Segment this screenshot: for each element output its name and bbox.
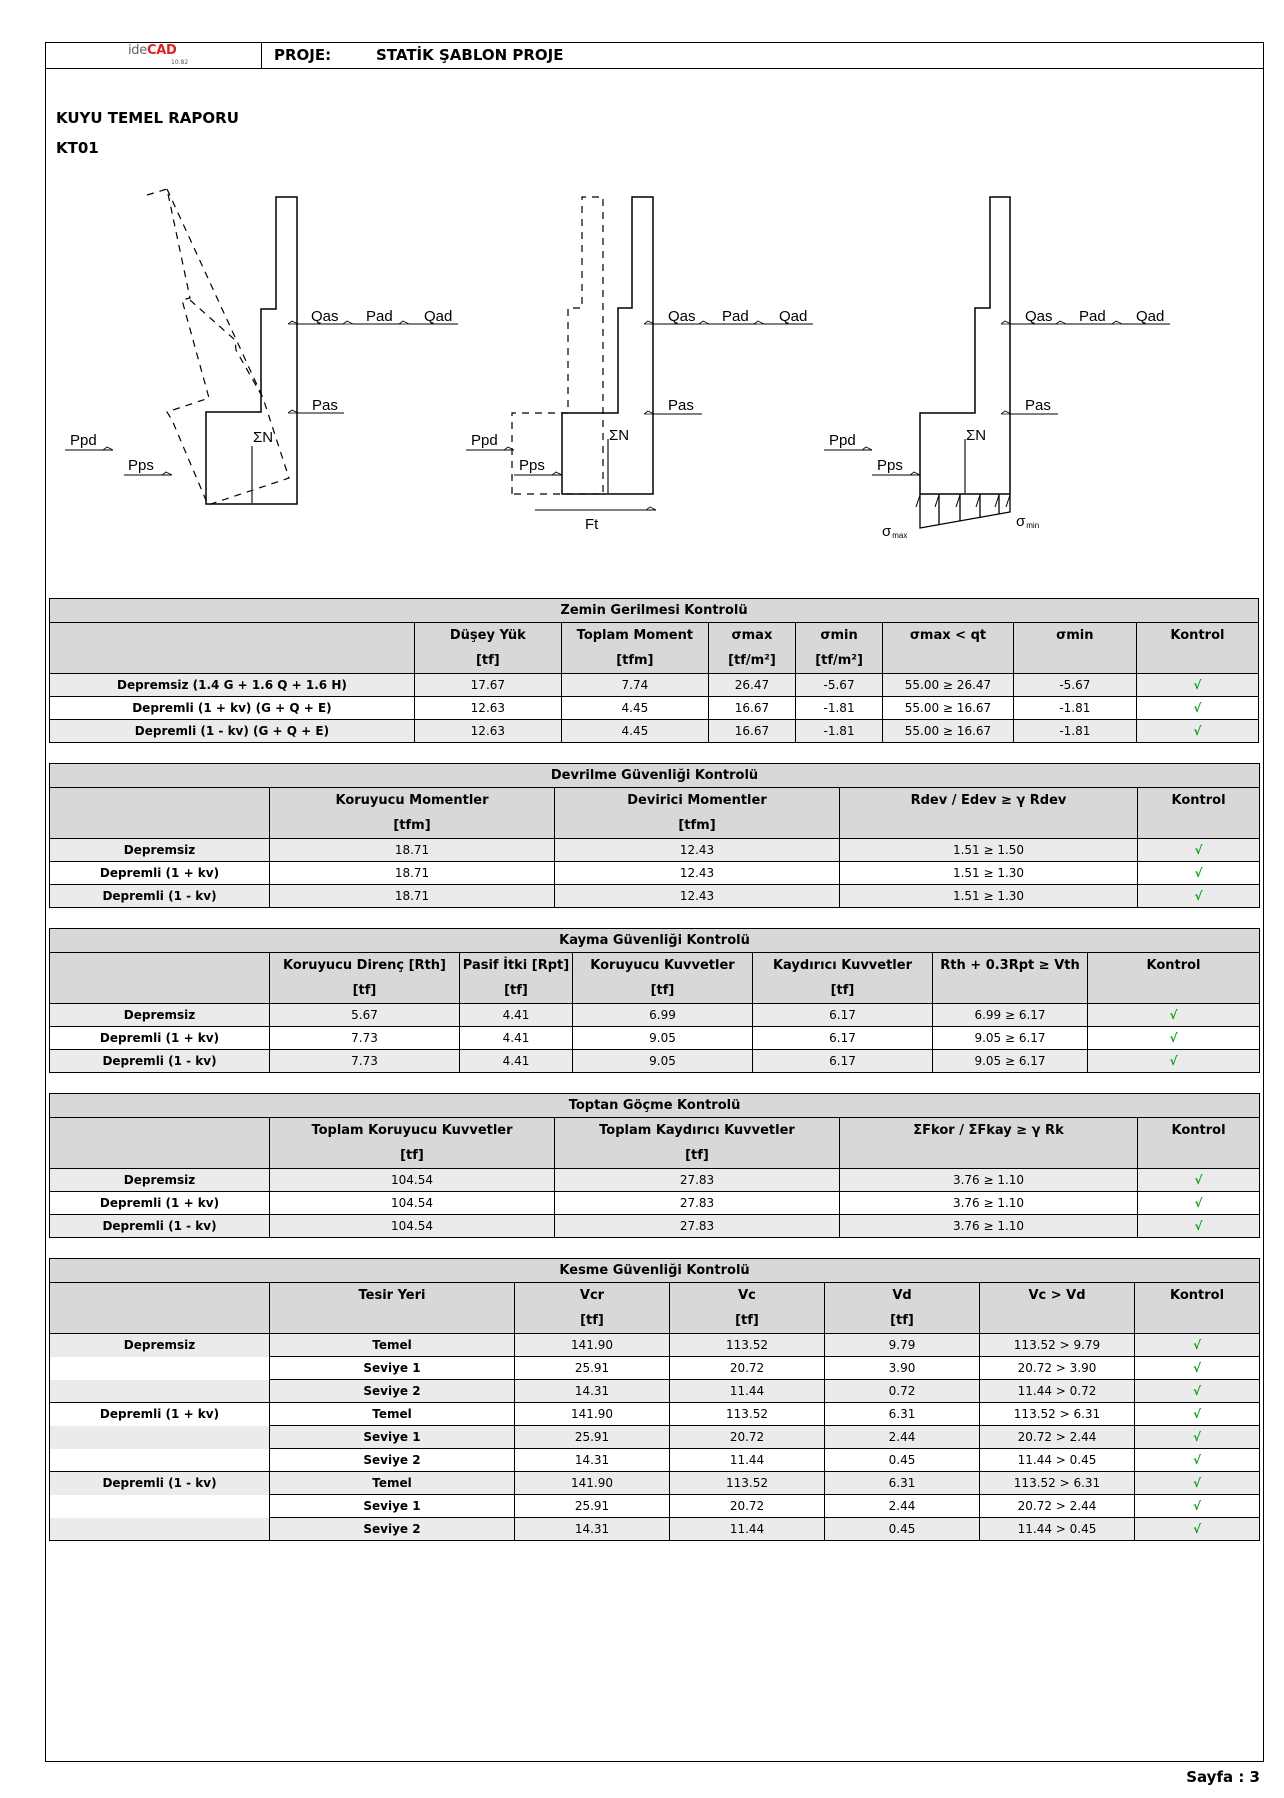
column-header bbox=[840, 788, 1138, 839]
table-cell: 9.79 bbox=[825, 1334, 980, 1357]
column-header-name: Düşey Yük bbox=[449, 628, 526, 643]
table-row bbox=[50, 1495, 1260, 1518]
table-row bbox=[50, 1334, 1260, 1357]
pps-label: Pps bbox=[519, 457, 545, 474]
table-cell: 3.76 ≥ 1.10 bbox=[840, 1215, 1138, 1238]
table-cell: 113.52 > 9.79 bbox=[980, 1334, 1135, 1357]
table-cell: 113.52 > 6.31 bbox=[980, 1403, 1135, 1426]
table-cell: 3.76 ≥ 1.10 bbox=[840, 1169, 1138, 1192]
table-cell: 0.45 bbox=[825, 1518, 980, 1541]
table-title: Toptan Göçme Kontrolü bbox=[50, 1094, 1260, 1118]
table-row bbox=[50, 674, 1259, 697]
table-cell: 6.99 ≥ 6.17 bbox=[933, 1004, 1088, 1027]
table-cell: 14.31 bbox=[515, 1380, 670, 1403]
qas-label: Qas bbox=[311, 308, 339, 325]
table-cell: 3.90 bbox=[825, 1357, 980, 1380]
table-cell: 55.00 ≥ 16.67 bbox=[883, 720, 1014, 743]
logo-text-light: ide bbox=[128, 43, 147, 58]
column-header bbox=[270, 788, 555, 839]
table-cell: 2.44 bbox=[825, 1426, 980, 1449]
table-cell: 0.72 bbox=[825, 1380, 980, 1403]
column-header bbox=[270, 1283, 515, 1334]
pad-label: Pad bbox=[722, 308, 749, 325]
column-header bbox=[708, 623, 795, 674]
column-header-unit: [tfm] bbox=[678, 818, 716, 833]
column-header-name: Devirici Momentler bbox=[627, 793, 767, 808]
column-header-name: Kontrol bbox=[1170, 628, 1225, 643]
table-cell: 7.73 bbox=[270, 1027, 460, 1050]
check-mark-icon: √ bbox=[1135, 1518, 1260, 1541]
table-cell: 6.17 bbox=[753, 1050, 933, 1073]
column-header-name: ΣFkor / ΣFkay ≥ γ Rk bbox=[913, 1123, 1064, 1138]
table-cell: 17.67 bbox=[414, 674, 561, 697]
column-header-name: Vcr bbox=[579, 1288, 605, 1303]
report-code: KT01 bbox=[56, 139, 99, 157]
column-header bbox=[573, 953, 753, 1004]
row-label bbox=[50, 1449, 270, 1472]
table-cell: 1.51 ≥ 1.50 bbox=[840, 839, 1138, 862]
column-header bbox=[50, 623, 415, 674]
tesir-yeri-cell: Temel bbox=[270, 1472, 515, 1495]
column-header bbox=[1088, 953, 1260, 1004]
column-header-unit: [tf] bbox=[475, 653, 500, 668]
row-label: Depremsiz bbox=[50, 839, 270, 862]
qad-label: Qad bbox=[1136, 308, 1165, 325]
column-header-name: Toplam Koruyucu Kuvvetler bbox=[311, 1123, 513, 1138]
sum-n-label: ΣN bbox=[609, 427, 630, 444]
row-label: Depremli (1 + kv) bbox=[50, 1403, 270, 1426]
table-cell: 18.71 bbox=[270, 839, 555, 862]
table-cell: 1.51 ≥ 1.30 bbox=[840, 885, 1138, 908]
table-cell: 4.41 bbox=[460, 1004, 573, 1027]
pps-label: Pps bbox=[128, 457, 154, 474]
table-cell: 11.44 bbox=[670, 1380, 825, 1403]
ft-label: Ft bbox=[585, 516, 599, 533]
row-label bbox=[50, 1495, 270, 1518]
column-header bbox=[50, 953, 270, 1004]
column-header-unit: [tfm] bbox=[393, 818, 431, 833]
check-mark-icon: √ bbox=[1088, 1027, 1260, 1050]
column-header bbox=[50, 1283, 270, 1334]
row-label bbox=[50, 1380, 270, 1403]
table-row bbox=[50, 1518, 1260, 1541]
table-title: Devrilme Güvenliği Kontrolü bbox=[50, 764, 1260, 788]
table-cell: -1.81 bbox=[796, 720, 883, 743]
table-row bbox=[50, 1215, 1260, 1238]
check-mark-icon: √ bbox=[1135, 1334, 1260, 1357]
table-cell: 9.05 bbox=[573, 1027, 753, 1050]
qas-label: Qas bbox=[668, 308, 696, 325]
table-cell: 20.72 bbox=[670, 1426, 825, 1449]
kesme-guvenligi-table bbox=[49, 1258, 1260, 1541]
table-row bbox=[50, 1004, 1260, 1027]
table-cell: 6.31 bbox=[825, 1472, 980, 1495]
row-label bbox=[50, 1426, 270, 1449]
table-cell: 12.63 bbox=[414, 720, 561, 743]
sigma-max-symbol: σ bbox=[882, 523, 892, 540]
column-header-name: Vd bbox=[892, 1288, 912, 1303]
pad-label: Pad bbox=[366, 308, 393, 325]
column-header-name: Toplam Kaydırıcı Kuvvetler bbox=[599, 1123, 795, 1138]
table-cell: -1.81 bbox=[796, 697, 883, 720]
table-cell: 0.45 bbox=[825, 1449, 980, 1472]
column-header-name: Rdev / Edev ≥ γ Rdev bbox=[910, 793, 1067, 808]
check-mark-icon: √ bbox=[1135, 1403, 1260, 1426]
sigma-max-label bbox=[882, 523, 907, 540]
column-header-unit: [tf/m²] bbox=[728, 653, 776, 668]
table-cell: 6.31 bbox=[825, 1403, 980, 1426]
column-header-unit: [tf] bbox=[400, 1148, 424, 1163]
row-label bbox=[50, 1357, 270, 1380]
table-cell: 113.52 bbox=[670, 1334, 825, 1357]
table-cell: 16.67 bbox=[708, 697, 795, 720]
column-header-unit: [tf] bbox=[685, 1148, 709, 1163]
table-cell: -1.81 bbox=[1013, 697, 1136, 720]
table-cell: 11.44 > 0.45 bbox=[980, 1518, 1135, 1541]
table-cell: 113.52 > 6.31 bbox=[980, 1472, 1135, 1495]
column-header bbox=[753, 953, 933, 1004]
column-header-unit: [tf] bbox=[352, 983, 377, 998]
table-cell: 26.47 bbox=[708, 674, 795, 697]
row-label: Depremsiz bbox=[50, 1334, 270, 1357]
table-row bbox=[50, 1192, 1260, 1215]
table-cell: 18.71 bbox=[270, 862, 555, 885]
tesir-yeri-cell: Seviye 1 bbox=[270, 1357, 515, 1380]
column-header-unit: [tf] bbox=[830, 983, 855, 998]
table-cell: 20.72 > 3.90 bbox=[980, 1357, 1135, 1380]
check-mark-icon: √ bbox=[1138, 1169, 1260, 1192]
ppd-label: Ppd bbox=[829, 432, 856, 449]
check-mark-icon: √ bbox=[1135, 1380, 1260, 1403]
column-header-name: Vc > Vd bbox=[1028, 1288, 1086, 1303]
table-cell: 12.43 bbox=[555, 885, 840, 908]
table-cell: 104.54 bbox=[270, 1215, 555, 1238]
column-header-name: Tesir Yeri bbox=[358, 1288, 426, 1303]
column-header bbox=[933, 953, 1088, 1004]
logo-text-bold: CAD bbox=[146, 43, 177, 58]
toptan-gocme-table bbox=[49, 1093, 1260, 1238]
column-header bbox=[270, 953, 460, 1004]
table-cell: 25.91 bbox=[515, 1357, 670, 1380]
table-title: Kesme Güvenliği Kontrolü bbox=[50, 1259, 1260, 1283]
table-cell: 12.63 bbox=[414, 697, 561, 720]
row-label: Depremsiz bbox=[50, 1169, 270, 1192]
pas-label: Pas bbox=[1025, 397, 1051, 414]
table-row bbox=[50, 1169, 1260, 1192]
ppd-label: Ppd bbox=[471, 432, 498, 449]
check-mark-icon: √ bbox=[1138, 1192, 1260, 1215]
table-cell: 4.41 bbox=[460, 1027, 573, 1050]
row-label: Depremli (1 - kv) (G + Q + E) bbox=[50, 720, 415, 743]
qas-label: Qas bbox=[1025, 308, 1053, 325]
column-header bbox=[1138, 788, 1260, 839]
pps-label: Pps bbox=[877, 457, 903, 474]
column-header bbox=[414, 623, 561, 674]
table-cell: 141.90 bbox=[515, 1472, 670, 1495]
column-header bbox=[883, 623, 1014, 674]
rotated-pile-inner bbox=[167, 189, 263, 398]
sigma-min-subscript: min bbox=[1026, 521, 1040, 530]
table-cell: 20.72 > 2.44 bbox=[980, 1426, 1135, 1449]
column-header-name: Kontrol bbox=[1146, 958, 1201, 973]
sigma-min-symbol: σ bbox=[1016, 513, 1026, 530]
table-title: Zemin Gerilmesi Kontrolü bbox=[50, 599, 1259, 623]
column-header-name: σmin bbox=[1056, 628, 1094, 643]
column-header bbox=[1013, 623, 1136, 674]
table-cell: 2.44 bbox=[825, 1495, 980, 1518]
page-number: Sayfa : 3 bbox=[1186, 1768, 1260, 1786]
column-header bbox=[1135, 1283, 1260, 1334]
column-header-name: σmax < qt bbox=[909, 628, 987, 643]
displaced-pile-outline bbox=[512, 197, 603, 494]
report-title: KUYU TEMEL RAPORU bbox=[56, 109, 239, 127]
table-cell: 113.52 bbox=[670, 1472, 825, 1495]
column-header bbox=[1136, 623, 1258, 674]
row-label: Depremli (1 - kv) bbox=[50, 1050, 270, 1073]
table-row bbox=[50, 1426, 1260, 1449]
table-title: Kayma Güvenliği Kontrolü bbox=[50, 929, 1260, 953]
table-row bbox=[50, 839, 1260, 862]
column-header-name: Koruyucu Direnç [Rth] bbox=[283, 958, 446, 973]
column-header-name: Koruyucu Kuvvetler bbox=[590, 958, 735, 973]
check-mark-icon: √ bbox=[1138, 1215, 1260, 1238]
table-cell: 1.51 ≥ 1.30 bbox=[840, 862, 1138, 885]
qad-label: Qad bbox=[424, 308, 453, 325]
diagram-soil-stress bbox=[824, 197, 1170, 540]
check-mark-icon: √ bbox=[1088, 1004, 1260, 1027]
table-cell: 27.83 bbox=[555, 1169, 840, 1192]
tesir-yeri-cell: Temel bbox=[270, 1403, 515, 1426]
column-header-unit: [tf] bbox=[504, 983, 528, 998]
column-header bbox=[670, 1283, 825, 1334]
column-header-name: Kontrol bbox=[1171, 1123, 1226, 1138]
check-mark-icon: √ bbox=[1135, 1426, 1260, 1449]
check-mark-icon: √ bbox=[1135, 1495, 1260, 1518]
column-header bbox=[825, 1283, 980, 1334]
table-cell: 104.54 bbox=[270, 1192, 555, 1215]
table-cell: 4.45 bbox=[561, 697, 708, 720]
logo-version: 10.82 bbox=[171, 59, 189, 66]
column-header-unit: [tf] bbox=[890, 1313, 914, 1328]
tesir-yeri-cell: Seviye 2 bbox=[270, 1518, 515, 1541]
table-row bbox=[50, 1472, 1260, 1495]
table-row bbox=[50, 1050, 1260, 1073]
column-header bbox=[50, 1118, 270, 1169]
column-header bbox=[555, 1118, 840, 1169]
table-cell: 11.44 bbox=[670, 1518, 825, 1541]
table-cell: 25.91 bbox=[515, 1426, 670, 1449]
table-cell: 11.44 > 0.72 bbox=[980, 1380, 1135, 1403]
column-header-name: σmin bbox=[820, 628, 858, 643]
table-cell: 141.90 bbox=[515, 1334, 670, 1357]
diagram-overturning bbox=[65, 189, 458, 505]
table-cell: 18.71 bbox=[270, 885, 555, 908]
qad-label: Qad bbox=[779, 308, 808, 325]
project-label: PROJE: bbox=[274, 46, 332, 64]
table-cell: 7.74 bbox=[561, 674, 708, 697]
table-cell: 9.05 ≥ 6.17 bbox=[933, 1050, 1088, 1073]
column-header bbox=[555, 788, 840, 839]
table-cell: 6.17 bbox=[753, 1027, 933, 1050]
column-header bbox=[270, 1118, 555, 1169]
check-mark-icon: √ bbox=[1138, 839, 1260, 862]
row-label: Depremli (1 - kv) bbox=[50, 1472, 270, 1495]
row-label: Depremsiz (1.4 G + 1.6 Q + 1.6 H) bbox=[50, 674, 415, 697]
column-header-name: Vc bbox=[738, 1288, 756, 1303]
row-label: Depremli (1 + kv) bbox=[50, 862, 270, 885]
table-cell: 6.99 bbox=[573, 1004, 753, 1027]
column-header-name: Toplam Moment bbox=[576, 628, 694, 643]
column-header bbox=[1138, 1118, 1260, 1169]
row-label bbox=[50, 1518, 270, 1541]
tesir-yeri-cell: Seviye 1 bbox=[270, 1426, 515, 1449]
column-header bbox=[980, 1283, 1135, 1334]
check-mark-icon: √ bbox=[1088, 1050, 1260, 1073]
table-cell: 12.43 bbox=[555, 839, 840, 862]
column-header-name: Kontrol bbox=[1171, 793, 1226, 808]
table-cell: 16.67 bbox=[708, 720, 795, 743]
sigma-max-subscript: max bbox=[892, 531, 908, 540]
table-cell: 27.83 bbox=[555, 1215, 840, 1238]
table-row bbox=[50, 1449, 1260, 1472]
table-cell: 55.00 ≥ 26.47 bbox=[883, 674, 1014, 697]
project-name: STATİK ŞABLON PROJE bbox=[376, 46, 564, 64]
tesir-yeri-cell: Seviye 2 bbox=[270, 1449, 515, 1472]
column-header bbox=[460, 953, 573, 1004]
table-cell: 4.41 bbox=[460, 1050, 573, 1073]
table-row bbox=[50, 1380, 1260, 1403]
pad-label: Pad bbox=[1079, 308, 1106, 325]
tesir-yeri-cell: Seviye 2 bbox=[270, 1380, 515, 1403]
pas-label: Pas bbox=[312, 397, 338, 414]
table-cell: 3.76 ≥ 1.10 bbox=[840, 1192, 1138, 1215]
table-cell: 20.72 bbox=[670, 1357, 825, 1380]
rotated-pile-outline bbox=[147, 189, 289, 505]
column-header-name: Koruyucu Momentler bbox=[335, 793, 489, 808]
check-mark-icon: √ bbox=[1136, 697, 1258, 720]
table-row bbox=[50, 885, 1260, 908]
table-cell: 4.45 bbox=[561, 720, 708, 743]
table-cell: 27.83 bbox=[555, 1192, 840, 1215]
column-header-unit: [tfm] bbox=[616, 653, 654, 668]
table-cell: -5.67 bbox=[1013, 674, 1136, 697]
table-cell: 25.91 bbox=[515, 1495, 670, 1518]
table-cell: 12.43 bbox=[555, 862, 840, 885]
table-cell: 11.44 bbox=[670, 1449, 825, 1472]
table-cell: 141.90 bbox=[515, 1403, 670, 1426]
column-header-name: σmax bbox=[731, 628, 773, 643]
table-cell: 113.52 bbox=[670, 1403, 825, 1426]
column-header-unit: [tf] bbox=[580, 1313, 604, 1328]
column-header-unit: [tf] bbox=[650, 983, 675, 998]
row-label: Depremli (1 + kv) bbox=[50, 1192, 270, 1215]
stress-distribution bbox=[920, 494, 1010, 528]
sum-n-label: ΣN bbox=[253, 429, 274, 446]
sigma-min-label bbox=[1016, 513, 1039, 530]
column-header-unit: [tf/m²] bbox=[815, 653, 863, 668]
ppd-label: Ppd bbox=[70, 432, 97, 449]
column-header bbox=[50, 788, 270, 839]
table-row bbox=[50, 1027, 1260, 1050]
table-cell: -1.81 bbox=[1013, 720, 1136, 743]
tesir-yeri-cell: Seviye 1 bbox=[270, 1495, 515, 1518]
column-header-name: Kaydırıcı Kuvvetler bbox=[772, 958, 912, 973]
table-row bbox=[50, 720, 1259, 743]
table-row bbox=[50, 862, 1260, 885]
table-cell: 104.54 bbox=[270, 1169, 555, 1192]
column-header bbox=[515, 1283, 670, 1334]
table-row bbox=[50, 1403, 1260, 1426]
column-header-name: Pasif İtki [Rpt] bbox=[462, 958, 570, 973]
table-cell: -5.67 bbox=[796, 674, 883, 697]
row-label: Depremsiz bbox=[50, 1004, 270, 1027]
table-cell: 14.31 bbox=[515, 1518, 670, 1541]
table-cell: 55.00 ≥ 16.67 bbox=[883, 697, 1014, 720]
table-cell: 11.44 > 0.45 bbox=[980, 1449, 1135, 1472]
kayma-guvenligi-table bbox=[49, 928, 1260, 1073]
check-mark-icon: √ bbox=[1136, 720, 1258, 743]
table-cell: 20.72 bbox=[670, 1495, 825, 1518]
column-header-unit: [tf] bbox=[735, 1313, 759, 1328]
check-mark-icon: √ bbox=[1135, 1449, 1260, 1472]
check-mark-icon: √ bbox=[1135, 1472, 1260, 1495]
table-cell: 14.31 bbox=[515, 1449, 670, 1472]
row-label: Depremli (1 + kv) bbox=[50, 1027, 270, 1050]
column-header-name: Rth + 0.3Rpt ≥ Vth bbox=[940, 958, 1080, 973]
row-label: Depremli (1 + kv) (G + Q + E) bbox=[50, 697, 415, 720]
table-cell: 20.72 > 2.44 bbox=[980, 1495, 1135, 1518]
row-label: Depremli (1 - kv) bbox=[50, 1215, 270, 1238]
sum-n-label: ΣN bbox=[966, 427, 987, 444]
column-header bbox=[840, 1118, 1138, 1169]
table-cell: 9.05 bbox=[573, 1050, 753, 1073]
column-header bbox=[796, 623, 883, 674]
tesir-yeri-cell: Temel bbox=[270, 1334, 515, 1357]
check-mark-icon: √ bbox=[1136, 674, 1258, 697]
column-header-name: Kontrol bbox=[1170, 1288, 1225, 1303]
check-mark-icon: √ bbox=[1138, 862, 1260, 885]
table-row bbox=[50, 697, 1259, 720]
table-cell: 9.05 ≥ 6.17 bbox=[933, 1027, 1088, 1050]
devrilme-guvenligi-table bbox=[49, 763, 1260, 908]
table-cell: 6.17 bbox=[753, 1004, 933, 1027]
table-cell: 7.73 bbox=[270, 1050, 460, 1073]
check-mark-icon: √ bbox=[1138, 885, 1260, 908]
row-label: Depremli (1 - kv) bbox=[50, 885, 270, 908]
foundation-diagrams bbox=[0, 0, 1284, 570]
column-header bbox=[561, 623, 708, 674]
pas-label: Pas bbox=[668, 397, 694, 414]
diagram-sliding bbox=[466, 197, 813, 533]
table-row bbox=[50, 1357, 1260, 1380]
check-mark-icon: √ bbox=[1135, 1357, 1260, 1380]
table-cell: 5.67 bbox=[270, 1004, 460, 1027]
zemin-gerilmesi-table bbox=[49, 598, 1259, 743]
